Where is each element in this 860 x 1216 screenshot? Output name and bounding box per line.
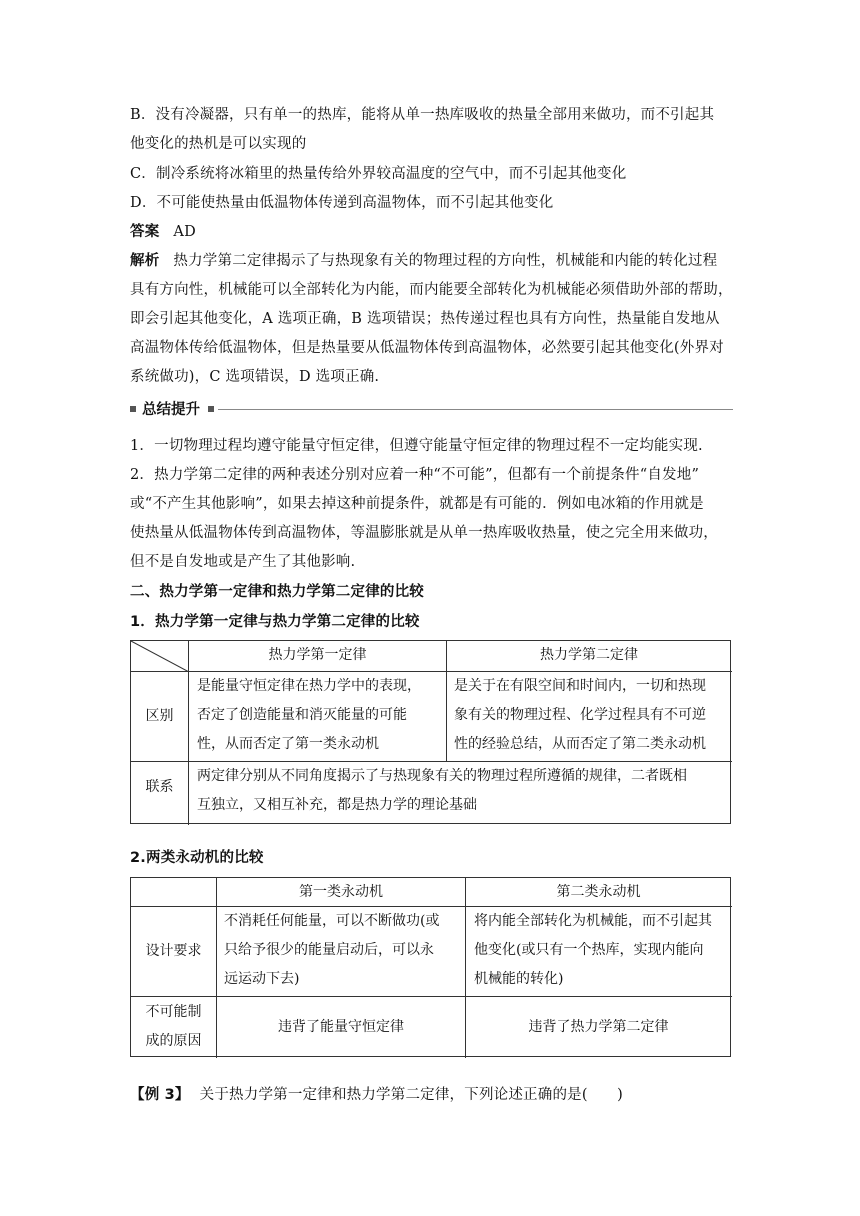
analysis-line1 xyxy=(130,251,717,271)
summary-header xyxy=(130,399,733,421)
cell-text-line: 远运动下去) xyxy=(224,971,300,987)
summary-point2-line4: 但不是自发地或是产生了其他影响. xyxy=(130,554,356,570)
summary-point2-line2: 或“不产生其他影响”，如果去掉这种前提条件，就都是有可能的．例如电冰箱的作用就是 xyxy=(130,496,704,512)
table2-row-label-design: 设计要求 xyxy=(145,943,202,959)
summary-point2-line3: 使热量从低温物体传到高温物体，等温膨胀就是从单一热库吸收热量，使之完全用来做功， xyxy=(130,525,718,541)
analysis-line4: 高温物体传给低温物体，但是热量要从低温物体传到高温物体，必然要引起其他变化(外界对 xyxy=(130,340,724,356)
answer-value: AD xyxy=(173,224,196,240)
cell-text-line: 两定律分别从不同角度揭示了与热现象有关的物理过程所遵循的规律，二者既相 xyxy=(197,768,687,784)
option-c: C．制冷系统将冰箱里的热量传给外界较高温度的空气中，而不引起其他变化 xyxy=(130,166,627,182)
analysis-line3: 即会引起其他变化，A 选项正确，B 选项错误；热传递过程也具有方向性，热量能自发地从 xyxy=(130,311,720,327)
answer-line xyxy=(130,222,196,242)
analysis-line5: 系统做功)，C 选项错误，D 选项正确. xyxy=(130,369,380,385)
table2-cell-first-kind-design xyxy=(224,907,465,994)
cell-text-line: 不消耗任何能量，可以不断做功(或 xyxy=(224,913,440,929)
cell-text-line: 是能量守恒定律在热力学中的表现， xyxy=(197,678,421,694)
summary-point2-line1: 2．热力学第二定律的两种表述分别对应着一种“不可能”，但都有一个前提条件“自发地” xyxy=(130,467,700,483)
option-d: D．不可能使热量由低温物体传递到高温物体，而不引起其他变化 xyxy=(130,195,554,211)
analysis-label: 解析 xyxy=(130,253,160,269)
example-question-text: 关于热力学第一定律和热力学第二定律，下列论述正确的是( ) xyxy=(199,1087,623,1103)
section-heading: 二、热力学第一定律和热力学第二定律的比较 xyxy=(130,584,424,600)
summary-divider xyxy=(218,409,733,410)
square-bullet-icon xyxy=(208,406,214,412)
table2-header-first-kind: 第一类永动机 xyxy=(299,884,383,900)
diagonal-header-cell xyxy=(131,641,189,672)
cell-text-line: 性的经验总结，从而否定了第二类永动机 xyxy=(454,736,706,752)
summary-title: 总结提升 xyxy=(142,402,200,418)
table1-cell-relation xyxy=(197,762,731,820)
table1-row-label-difference: 区别 xyxy=(145,708,174,724)
table1-row-label-relation: 联系 xyxy=(145,779,174,795)
cell-text-line: 只给予很少的能量启动后，可以永 xyxy=(224,942,434,958)
table2-cell-first-kind-reason: 违背了能量守恒定律 xyxy=(278,1019,404,1035)
table2-row-label-reason xyxy=(131,997,216,1056)
option-b-line2: 他变化的热机是可以实现的 xyxy=(130,136,307,152)
cell-text-line: 性，从而否定了第一类永动机 xyxy=(197,736,379,752)
table2-header-second-kind: 第二类永动机 xyxy=(556,884,641,900)
cell-text-line: 不可能制 xyxy=(145,1004,202,1020)
summary-point1: 1．一切物理过程均遵守能量守恒定律，但遵守能量守恒定律的物理过程不一定均能实现. xyxy=(130,438,703,454)
analysis-line2: 具有方向性，机械能可以全部转化为内能，而内能要全部转化为机械能必须借助外部的帮助， xyxy=(130,282,733,298)
example-tag: 【例 3】 xyxy=(130,1087,190,1103)
analysis-text1: 热力学第二定律揭示了与热现象有关的物理过程的方向性，机械能和内能的转化过程 xyxy=(173,253,718,269)
table1-cell-first-law-difference xyxy=(197,672,446,759)
cell-text-line: 他变化(或只有一个热库，实现内能向 xyxy=(474,942,704,958)
example-question xyxy=(130,1085,623,1105)
cell-text-line: 将内能全部转化为机械能，而不引起其 xyxy=(474,913,712,929)
cell-text-line: 机械能的转化) xyxy=(474,971,564,987)
cell-text-line: 成的原因 xyxy=(145,1033,202,1049)
square-bullet-icon xyxy=(130,406,136,412)
comparison-table-perpetual-motion xyxy=(130,877,731,1057)
comparison-table-laws xyxy=(130,640,731,824)
table1-header-second-law: 热力学第二定律 xyxy=(540,647,638,663)
table1-cell-second-law-difference xyxy=(454,672,731,759)
cell-text-line: 象有关的物理过程、化学过程具有不可逆 xyxy=(454,707,706,723)
option-b-line1: B．没有冷凝器，只有单一的热库，能将从单一热库吸收的热量全部用来做功，而不引起其 xyxy=(130,107,715,123)
subheading-2: 2.两类永动机的比较 xyxy=(130,850,264,866)
table1-header-first-law: 热力学第一定律 xyxy=(268,647,367,663)
table2-cell-second-kind-design xyxy=(474,907,731,994)
answer-label: 答案 xyxy=(130,224,160,240)
subheading-1: 1．热力学第一定律与热力学第二定律的比较 xyxy=(130,614,420,630)
cell-text-line: 否定了创造能量和消灭能量的可能 xyxy=(197,707,407,723)
cell-text-line: 是关于在有限空间和时间内，一切和热现 xyxy=(454,678,706,694)
cell-text-line: 互独立，又相互补充，都是热力学的理论基础 xyxy=(197,797,477,813)
table2-cell-second-kind-reason: 违背了热力学第二定律 xyxy=(528,1019,669,1035)
